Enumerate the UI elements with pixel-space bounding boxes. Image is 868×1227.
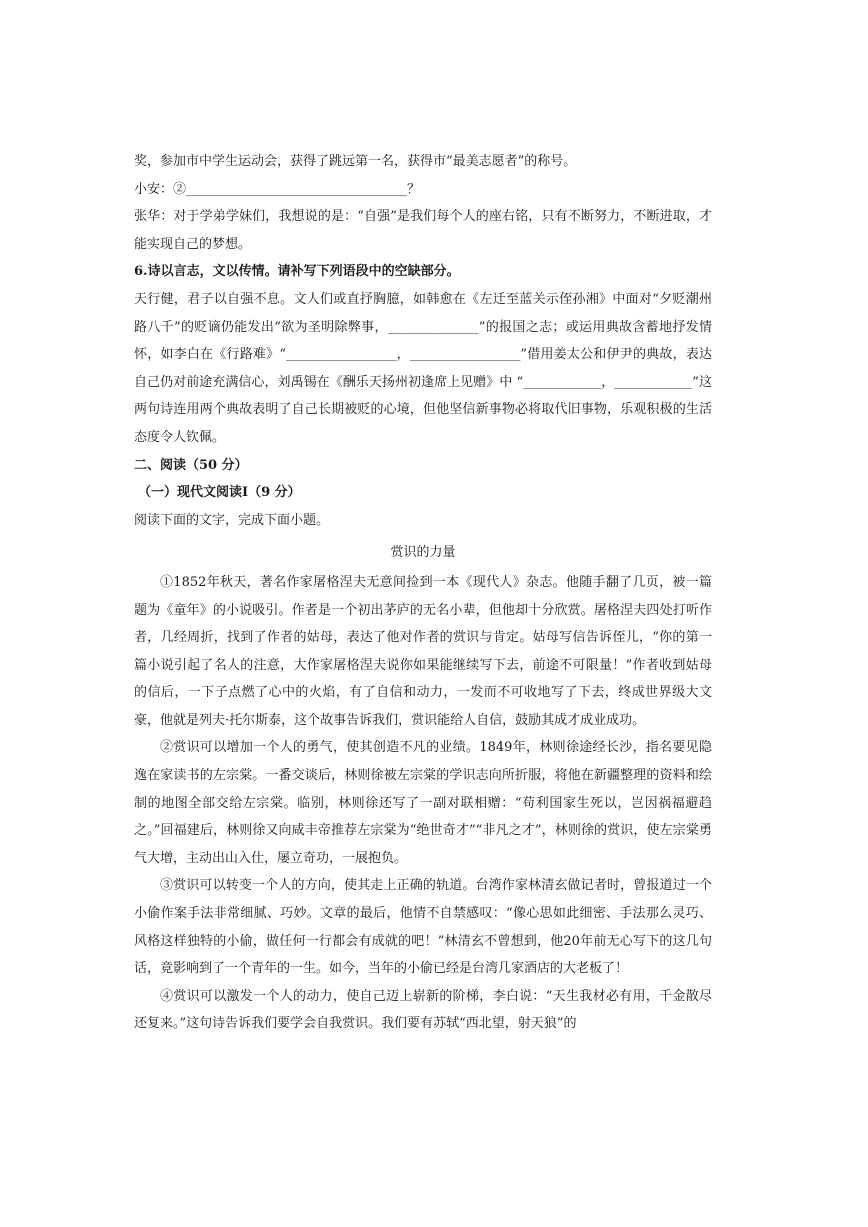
sub-section-heading: （一）现代文阅读Ⅰ（9 分） bbox=[138, 485, 301, 501]
section-heading: 二、阅读（50 分） bbox=[134, 457, 248, 473]
article-paragraph-2: ②赏识可以增加一个人的勇气，使其创造不凡的业绩。1849年，林则徐途经长沙，指名要见隐逸在家读书的左宗棠。一番交谈后，林则徐被左宗棠的学识志向所折服，将他在新疆整理的资料和绘制的地图全部交给左宗棠。临别，林则徐还写了一副对联相赠：“苟利国家生死以，岂因祸福避趋之。”回福建后，林则徐又向咸丰帝推荐左宗棠为“绝世奇才”“非凡之才”，林则徐的赏识，使左宗棠勇气大增，主动出山入仕，屡立奇功，一展抱负。 bbox=[134, 740, 712, 866]
exam-page bbox=[134, 148, 712, 1038]
zhanghua-line: 张华：对于学弟学妹们，我想说的是：“自强”是我们每个人的座右铭，只有不断努力，不断进取，才能实现自己的梦想。 bbox=[134, 209, 712, 252]
question-6-title: 6.诗以言志，文以传情。请补写下列语段中的空缺部分。 bbox=[134, 264, 460, 280]
article-paragraph-1: ①1852年秋天，著名作家屠格涅夫无意间捡到一本《现代人》杂志。他随手翻了几页，被一篇题为《童年》的小说吸引。作者是一个初出茅庐的无名小辈，但他却十分欣赏。屠格涅夫四处打听作者，几经周折，找到了作者的姑母，表达了他对作者的赏识与肯定。姑母写信告诉侄儿，“你的第一篇小说引起了名人的注意，大作家屠格涅夫说你如果能继续写下去，前途不可限量！”作者收到姑母的信后，一下子点燃了心中的火焰，有了自信和动力，一发而不可收地写了下去，终成世界级大文豪，他就是列夫·托尔斯泰，这个故事告诉我们，赏识能给人自信，鼓励其成才成业成功。 bbox=[134, 574, 712, 728]
xiaoan-line: 小安：②__________________________________？ bbox=[134, 181, 421, 197]
question-6-body: 天行健，君子以自强不息。文人们或直抒胸臆，如韩愈在《左迁至蓝关示侄孙湘》中面对“夕贬潮州路八千”的贬谪仍能发出“欲为圣明除弊事，______________”的报国之志；或运用典故含蓄地抒发情怀，如李白在《行路难》“_________________，_________________”借用姜太公和伊尹的典故，表达自己仍对前途充满信心，刘禹锡在《酬乐天扬州初逢席上见赠》中 “____________，____________”这两句诗连用两个典故表明了自己长期被贬的心境，但他坚信新事物必将取代旧事物，乐观积极的生活态度令人钦佩。 bbox=[134, 291, 712, 445]
reading-instruction: 阅读下面的文字，完成下面小题。 bbox=[134, 512, 330, 528]
award-line: 奖，参加市中学生运动会，获得了跳远第一名，获得市“最美志愿者”的称号。 bbox=[134, 154, 577, 169]
article-title: 赏识的力量 bbox=[390, 545, 456, 561]
article-paragraph-4: ④赏识可以激发一个人的动力，使自己迈上崭新的阶梯，李白说：“天生我材必有用，千金散尽还复来。”这句诗告诉我们要学会自我赏识。我们要有苏轼“西北望，射天狼”的 bbox=[134, 988, 712, 1032]
article-paragraph-3: ③赏识可以转变一个人的方向，使其走上正确的轨道。台湾作家林清玄做记者时，曾报道过一个小偷作案手法非常细腻、巧妙。文章的最后，他情不自禁感叹：“像心思如此细密、手法那么灵巧、风格这样独特的小偷，做任何一行都会有成就的吧！”林清玄不曾想到，他20年前无心写下的这几句话，竟影响到了一个青年的一生。如今，当年的小偷已经是台湾几家酒店的大老板了！ bbox=[134, 878, 712, 977]
